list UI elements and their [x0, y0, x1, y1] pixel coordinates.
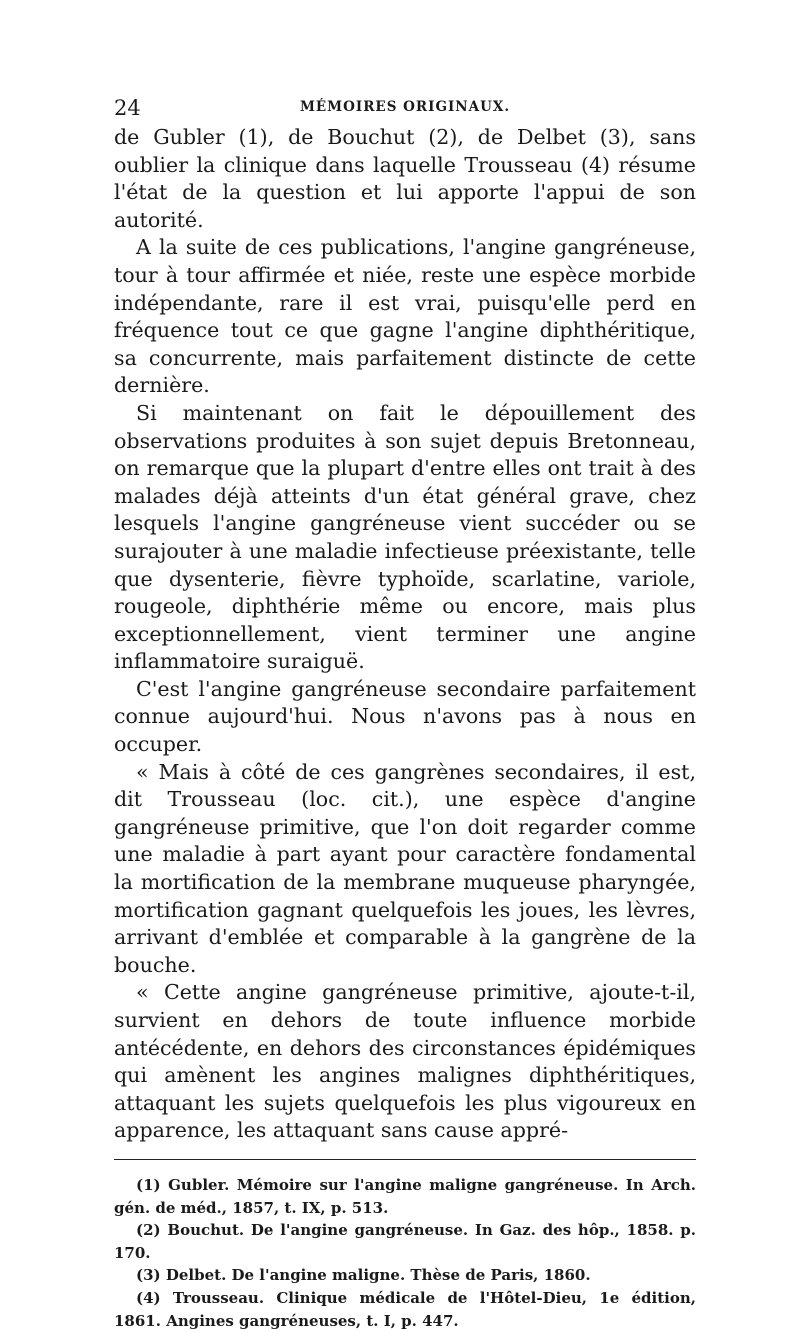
footnotes	[114, 1174, 696, 1332]
running-head	[114, 96, 696, 124]
footnote: (1) Gubler. Mémoire sur l'angine maligne gangréneuse. In Arch. gén. de méd., 1857, t. IX, p. 513.	[114, 1175, 696, 1217]
paragraph: « Cette angine gangréneuse primitive, ajoute-t-il, survient en dehors de toute influence morbide antécédente, en dehors des circonstances épidémiques qui amènent les angines malignes diphthéritiques, attaquant les sujets quelquefois les plus vigoureux en apparence, les attaquant sans cause appré-	[114, 980, 696, 1143]
footnote-divider	[114, 1159, 696, 1160]
paragraph: C'est l'angine gangréneuse secondaire parfaitement connue aujourd'hui. Nous n'avons pas à nous en occuper.	[114, 676, 696, 757]
footnote: (2) Bouchut. De l'angine gangréneuse. In Gaz. des hôp., 1858. p. 170.	[114, 1221, 696, 1262]
footnote: (4) Trousseau. Clinique médicale de l'Hôtel-Dieu, 1e édition, 1861. Angines gangréneuses, t. I, p. 447.	[114, 1288, 696, 1330]
paragraph: de Gubler (1), de Bouchut (2), de Delbet (3), sans oublier la clinique dans laquelle Trousseau (4) résume l'état de la question et lui apporte l'appui de son autorité.	[114, 125, 696, 232]
book-page	[114, 96, 696, 1332]
page-number: 24	[114, 96, 141, 120]
running-title: MÉMOIRES ORIGINAUX.	[299, 99, 511, 115]
paragraph: Si maintenant on fait le dépouillement des observations produites à son sujet depuis Bretonneau, on remarque que la plupart d'entre elles ont trait à des malades déjà atteints d'un état général grave, chez lesquels l'angine gangréneuse vient succéder ou se surajouter à une maladie infectieuse préexistante, telle que dysenterie, fièvre typhoïde, scarlatine, variole, rougeole, diphthérie même ou encore, mais plus exceptionnellement, vient terminer une angine inflammatoire suraiguë.	[114, 400, 696, 674]
paragraph: « Mais à côté de ces gangrènes secondaires, il est, dit Trousseau (loc. cit.), une espèce d'angine gangréneuse primitive, que l'on doit regarder comme une maladie à part ayant pour caractère fondamental la mortification de la membrane muqueuse pharyngée, mortification gagnant quelquefois les joues, les lèvres, arrivant d'emblée et comparable à la gangrène de la bouche.	[114, 759, 696, 977]
footnote: (3) Delbet. De l'angine maligne. Thèse de Paris, 1860.	[136, 1266, 591, 1285]
paragraph: A la suite de ces publications, l'angine gangréneuse, tour à tour affirmée et niée, reste une espèce morbide indépendante, rare il est vrai, puisqu'elle perd en fréquence tout ce que gagne l'angine diphthéritique, sa concurrente, mais parfaitement distincte de cette dernière.	[114, 235, 696, 398]
body-text	[114, 124, 696, 1145]
